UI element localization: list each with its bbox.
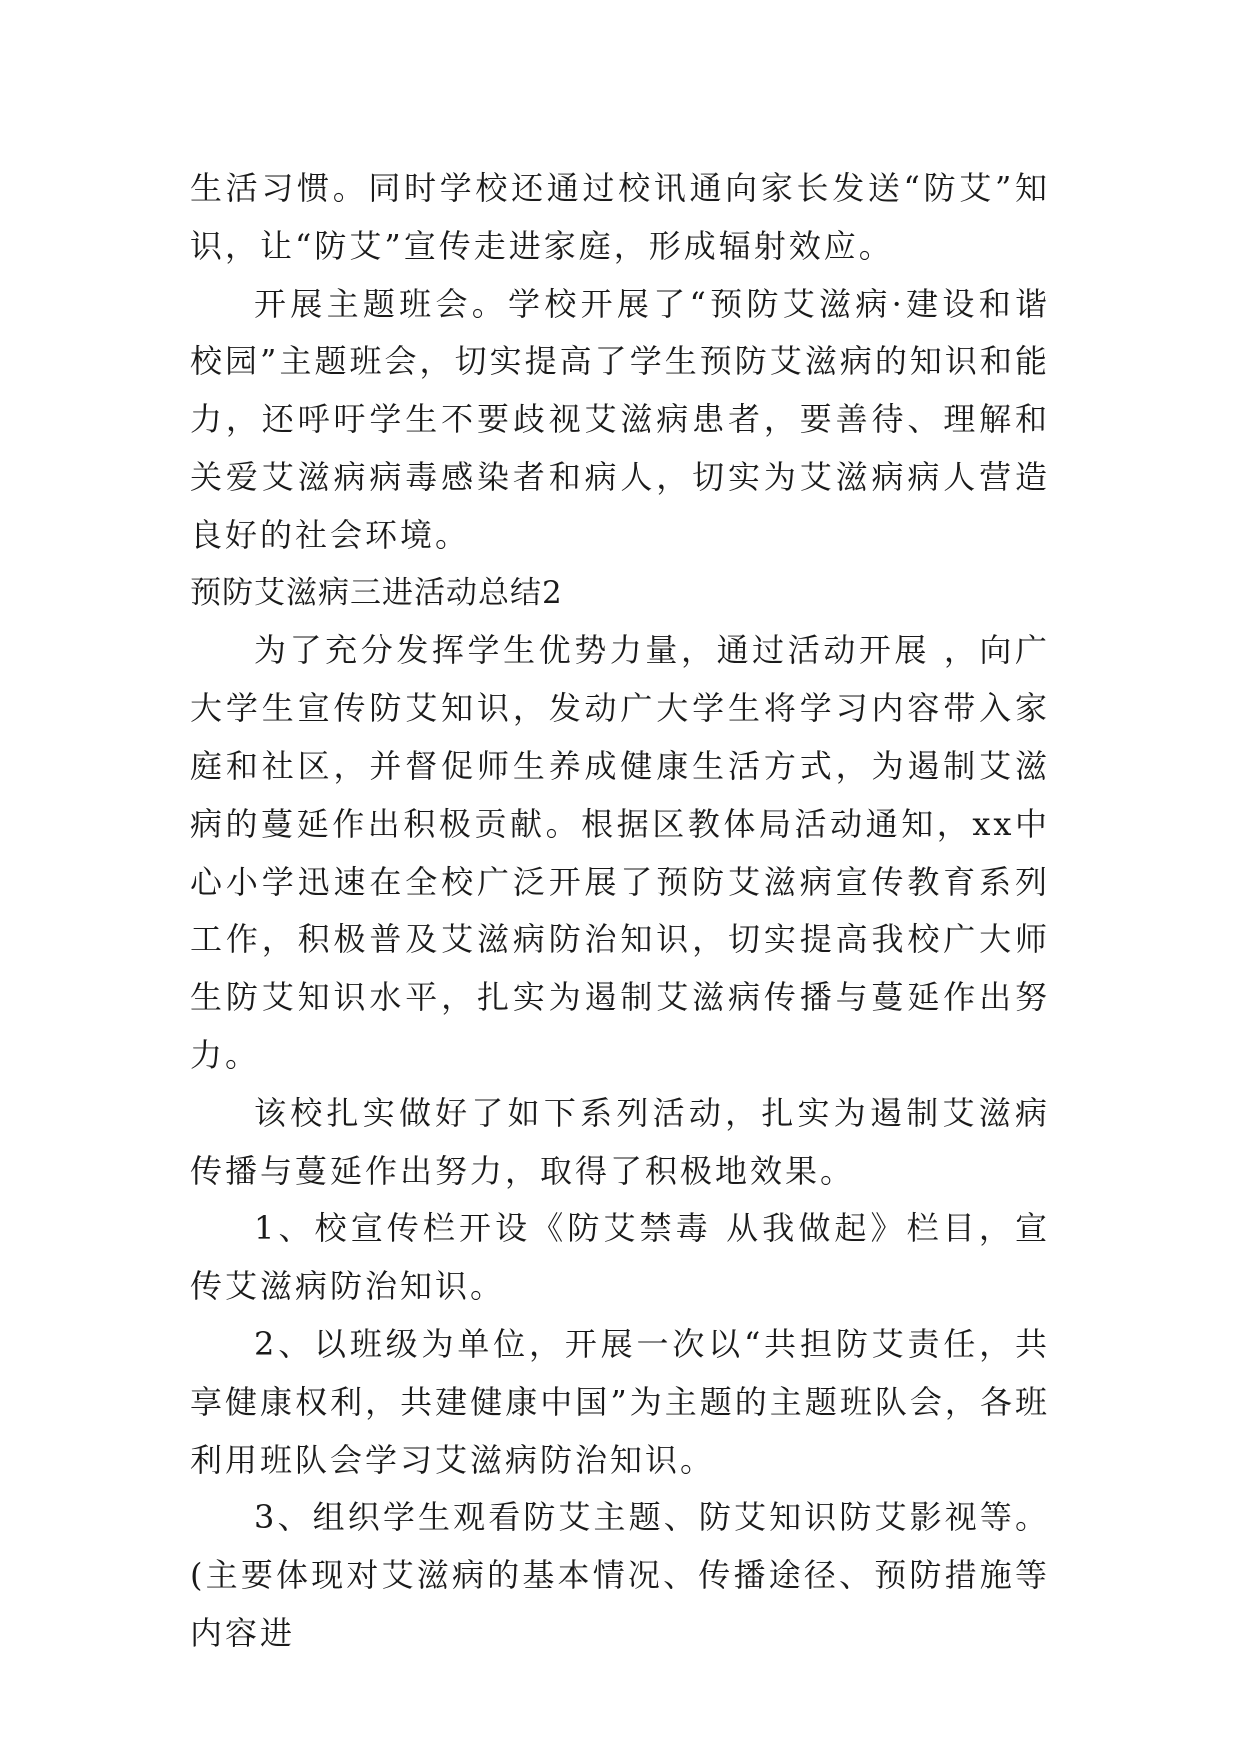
paragraph-activity-summary: 该校扎实做好了如下系列活动，扎实为遏制艾滋病传播与蔓延作出努力，取得了积极地效果。	[190, 1093, 1050, 1190]
paragraph-continuation: 生活习惯。同时学校还通过校讯通向家长发送“防艾”知识，让“防艾”宣传走进家庭，形成辐射效应。	[190, 169, 1050, 265]
list-item-2: 2、以班级为单位，开展一次以“共担防艾责任，共享健康权利，共建健康中国”为主题的主题班队会，各班利用班队会学习艾滋病防治知识。	[190, 1324, 1050, 1479]
document-body	[190, 160, 1050, 1663]
list-item-3: 3、组织学生观看防艾主题、防艾知识防艾影视等。(主要体现对艾滋病的基本情况、传播途径、预防措施等内容进	[190, 1498, 1050, 1652]
list-item-1: 1、校宣传栏开设《防艾禁毒 从我做起》栏目，宣传艾滋病防治知识。	[190, 1209, 1050, 1306]
section-heading: 预防艾滋病三进活动总结2	[190, 574, 563, 611]
paragraph-activity-intro: 为了充分发挥学生优势力量，通过活动开展 ，向广大学生宣传防艾知识，发动广大学生将学习内容带入家庭和社区，并督促师生养成健康生活方式，为遏制艾滋病的蔓延作出积极贡献。根据区教体局活动通知，xx中心小学迅速在全校广泛开展了预防艾滋病宣传教育系列工作，积极普及艾滋病防治知识，切实提高我校广大师生防艾知识水平，扎实为遏制艾滋病传播与蔓延作出努力。	[190, 631, 1050, 1074]
paragraph-theme-class-meeting: 开展主题班会。学校开展了“预防艾滋病·建设和谐校园”主题班会，切实提高了学生预防艾滋病的知识和能力，还呼吁学生不要歧视艾滋病患者，要善待、理解和关爱艾滋病病毒感染者和病人，切实为艾滋病病人营造良好的社会环境。	[190, 284, 1050, 554]
